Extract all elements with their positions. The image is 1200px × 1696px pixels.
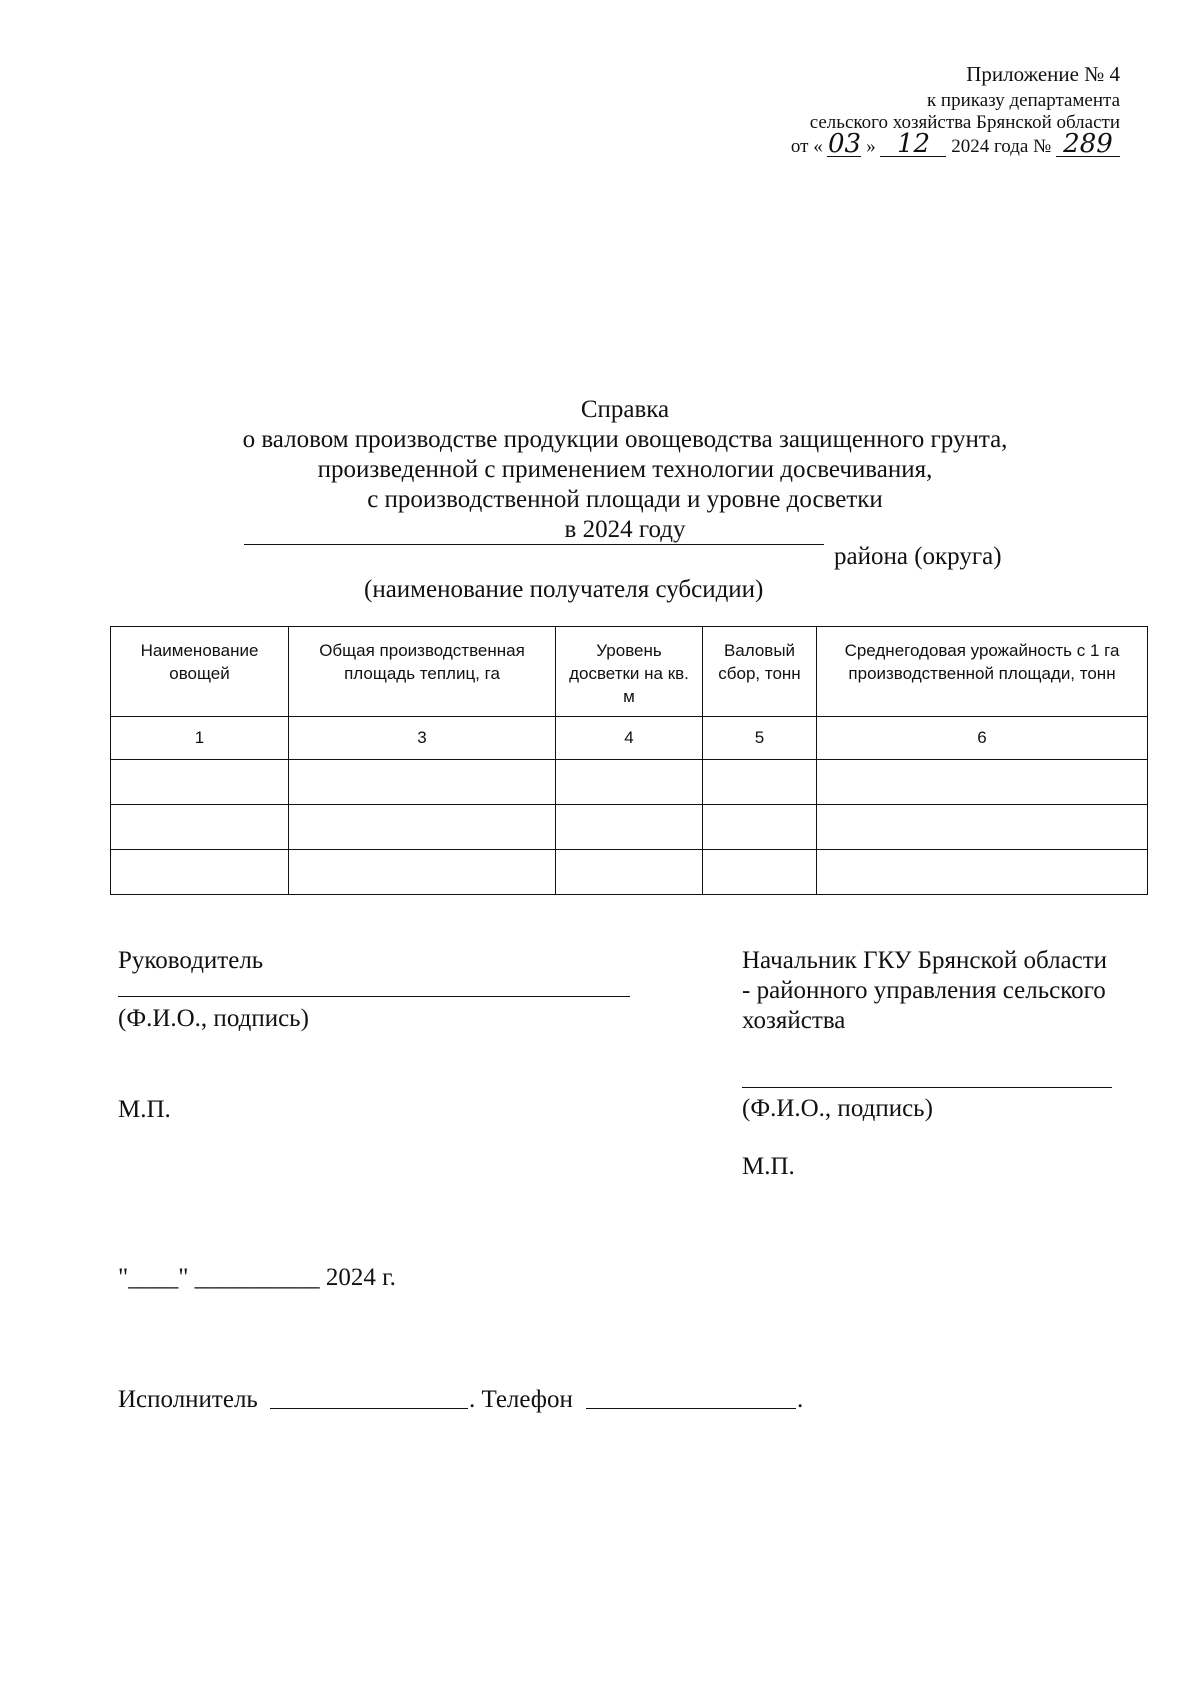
phone-fill-line[interactable] — [586, 1408, 796, 1409]
table-cell[interactable] — [556, 850, 703, 895]
table-row — [111, 805, 1148, 850]
chief-title-line-3: хозяйства — [742, 1007, 846, 1034]
date-separator: » — [866, 136, 876, 157]
header-average-yield: Среднегодовая урожайность с 1 га производственной площади, тонн — [817, 627, 1148, 717]
order-reference-line: к приказу департамента — [926, 90, 1120, 111]
title-year: в 2024 году — [564, 516, 686, 543]
chief-stamp-label: М.П. — [742, 1153, 795, 1180]
appendix-number: Приложение № 4 — [966, 62, 1120, 86]
header-vegetable-name: Наименование овощей — [111, 627, 289, 717]
executor-label: Исполнитель — [118, 1386, 258, 1413]
header-greenhouse-area: Общая производственная площадь теплиц, га — [289, 627, 556, 717]
table-cell[interactable] — [111, 760, 289, 805]
column-number: 4 — [556, 717, 703, 760]
table-cell[interactable] — [703, 805, 817, 850]
chief-signature-caption: (Ф.И.О., подпись) — [742, 1095, 933, 1122]
report-date-line: "____" __________ 2024 г. — [118, 1264, 396, 1291]
date-year-text: 2024 года № — [951, 136, 1052, 157]
order-number-handwritten: 289 — [1056, 134, 1120, 157]
table-header-row — [111, 627, 1148, 717]
document-title: Справка — [580, 396, 670, 423]
chief-signature-line[interactable] — [742, 1087, 1112, 1088]
date-prefix: от « — [790, 136, 823, 157]
date-day-handwritten: 03 — [827, 129, 862, 159]
head-signature-caption: (Ф.И.О., подпись) — [118, 1005, 309, 1032]
table-cell[interactable] — [703, 760, 817, 805]
title-subline-3: с производственной площади и уровне досветки — [367, 486, 883, 513]
table-cell[interactable] — [556, 760, 703, 805]
table-cell[interactable] — [817, 805, 1148, 850]
head-signature-line[interactable] — [118, 996, 630, 997]
head-stamp-label: М.П. — [118, 1096, 171, 1123]
table-cell[interactable] — [817, 850, 1148, 895]
head-signatory-label: Руководитель — [118, 947, 264, 974]
title-subline-2: произведенной с применением технологии досвечивания, — [317, 456, 933, 483]
header-lighting-level: Уровень досветки на кв. м — [556, 627, 703, 717]
production-table — [110, 626, 1148, 895]
table-row — [111, 760, 1148, 805]
executor-fill-line[interactable] — [270, 1408, 468, 1409]
recipient-caption: (наименование получателя субсидии) — [364, 576, 764, 603]
column-number: 3 — [289, 717, 556, 760]
column-number: 1 — [111, 717, 289, 760]
date-month-handwritten: 12 — [880, 134, 946, 157]
column-number: 6 — [817, 717, 1148, 760]
table-cell[interactable] — [289, 805, 556, 850]
department-name-line: сельского хозяйства Брянской области — [809, 112, 1120, 133]
phone-label: . Телефон — [469, 1386, 573, 1413]
title-subline-1: о валовом производстве продукции овощеводства защищенного грунта, — [242, 426, 1008, 453]
table-cell[interactable] — [111, 805, 289, 850]
recipient-fill-line[interactable] — [244, 544, 824, 545]
district-label: района (округа) — [834, 543, 1002, 570]
chief-title-line-2: - районного управления сельского — [742, 977, 1106, 1004]
table-row — [111, 850, 1148, 895]
column-number: 5 — [703, 717, 817, 760]
order-date-line — [790, 129, 1120, 159]
table-cell[interactable] — [703, 850, 817, 895]
end-period: . — [797, 1386, 804, 1413]
table-cell[interactable] — [111, 850, 289, 895]
table-cell[interactable] — [817, 760, 1148, 805]
chief-title-line-1: Начальник ГКУ Брянской области — [742, 947, 1108, 974]
header-gross-yield: Валовый сбор, тонн — [703, 627, 817, 717]
table-cell[interactable] — [289, 760, 556, 805]
table-number-row — [111, 717, 1148, 760]
table-cell[interactable] — [556, 805, 703, 850]
table-cell[interactable] — [289, 850, 556, 895]
